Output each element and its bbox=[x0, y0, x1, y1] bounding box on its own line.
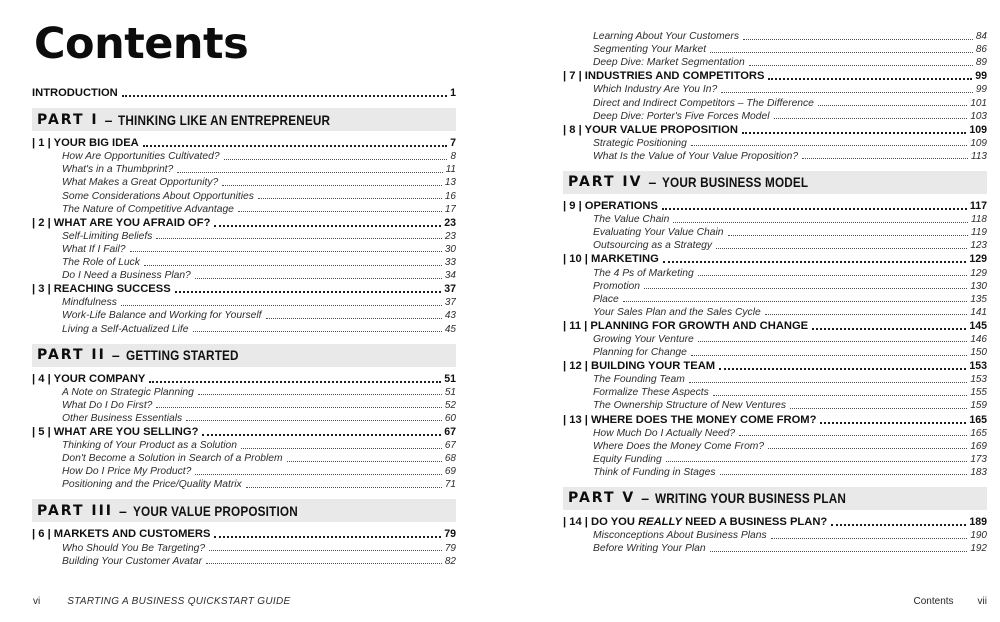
page-number: 8 bbox=[450, 151, 456, 163]
sub-entry bbox=[32, 308, 456, 321]
page-number: 99 bbox=[975, 84, 987, 96]
page-number: 16 bbox=[444, 190, 456, 202]
entry-title: Growing Your Venture bbox=[593, 333, 694, 345]
dot-leader bbox=[666, 461, 968, 462]
dot-leader bbox=[209, 550, 442, 551]
entry-title: Misconceptions About Business Plans bbox=[593, 530, 767, 542]
entry-title: Learning About Your Customers bbox=[593, 31, 739, 43]
entry-title: The Ownership Structure of New Ventures bbox=[593, 400, 787, 412]
page-number: 71 bbox=[444, 479, 456, 491]
page-number: 141 bbox=[970, 306, 987, 318]
sub-entry bbox=[32, 162, 456, 175]
dot-leader bbox=[214, 536, 441, 538]
dot-leader bbox=[719, 368, 966, 370]
sub-entry bbox=[563, 541, 987, 554]
chapter-entry bbox=[32, 527, 456, 540]
sub-entry bbox=[32, 188, 456, 201]
page-number: 130 bbox=[970, 280, 987, 292]
dot-leader bbox=[144, 265, 442, 266]
entry-title: Your Sales Plan and the Sales Cycle bbox=[593, 306, 761, 318]
entry-title: | 6 | MARKETS AND CUSTOMERS bbox=[32, 528, 211, 541]
entry-title: What If I Fail? bbox=[62, 243, 126, 255]
sub-entry bbox=[32, 295, 456, 308]
page-number: 13 bbox=[444, 177, 456, 189]
dot-leader bbox=[130, 251, 442, 252]
page-number: 159 bbox=[970, 400, 987, 412]
page-number: 165 bbox=[969, 413, 987, 426]
left-page-footer bbox=[33, 596, 290, 607]
dot-leader bbox=[177, 172, 442, 173]
page-number: 103 bbox=[970, 110, 987, 122]
sub-entry bbox=[32, 477, 456, 490]
page-number: 37 bbox=[444, 283, 456, 296]
entry-title: Direct and Indirect Competitors – The Difference bbox=[593, 97, 814, 109]
chapter-entry bbox=[563, 515, 987, 528]
page-number: 11 bbox=[445, 164, 456, 176]
page-number: 86 bbox=[975, 44, 987, 56]
sub-entry bbox=[32, 242, 456, 255]
page-number: 79 bbox=[444, 542, 456, 554]
part-heading bbox=[563, 487, 987, 510]
entry-title: Deep Dive: Porter's Five Forces Model bbox=[593, 110, 770, 122]
entry-title: How Much Do I Actually Need? bbox=[593, 427, 736, 439]
page-title: Contents bbox=[34, 19, 249, 69]
dot-leader bbox=[195, 474, 442, 475]
folio-right: vii bbox=[977, 596, 987, 607]
part-label: PART V bbox=[568, 490, 636, 507]
dot-leader bbox=[662, 208, 967, 210]
sub-entry bbox=[32, 385, 456, 398]
dot-leader bbox=[198, 394, 442, 395]
page-number: 67 bbox=[444, 425, 456, 438]
sub-entry bbox=[563, 398, 987, 411]
dot-leader bbox=[224, 159, 448, 160]
dot-leader bbox=[812, 328, 966, 330]
entry-title: Think of Funding in Stages bbox=[593, 466, 716, 478]
dot-leader bbox=[710, 52, 973, 53]
page-number: 192 bbox=[970, 543, 987, 555]
page-number: 99 bbox=[975, 70, 987, 83]
sub-entry bbox=[563, 305, 987, 318]
entry-title: | 14 | DO YOU REALLY NEED A BUSINESS PLAN? bbox=[563, 516, 828, 528]
chapter-entry bbox=[563, 319, 987, 332]
page-number: 89 bbox=[975, 57, 987, 69]
page-number: 145 bbox=[969, 319, 987, 332]
sub-entry bbox=[32, 411, 456, 424]
page-number: 119 bbox=[971, 227, 987, 239]
sub-entry bbox=[563, 528, 987, 541]
part-label: PART III bbox=[37, 502, 114, 519]
entry-title: Work-Life Balance and Working for Yourself bbox=[62, 310, 262, 322]
intro-entry bbox=[32, 86, 456, 99]
sub-entry bbox=[563, 225, 987, 238]
page-number: 23 bbox=[444, 216, 456, 229]
toc-right-column bbox=[563, 20, 987, 554]
page-number: 183 bbox=[970, 466, 987, 478]
dot-leader bbox=[156, 238, 441, 239]
entry-title: INTRODUCTION bbox=[32, 87, 118, 100]
dot-leader bbox=[689, 382, 968, 383]
dot-leader bbox=[193, 331, 442, 332]
dot-leader bbox=[206, 563, 442, 564]
dot-leader bbox=[222, 185, 442, 186]
dot-leader bbox=[186, 420, 442, 421]
dot-leader bbox=[742, 132, 966, 134]
page-number: 129 bbox=[969, 253, 987, 266]
part-separator: – bbox=[119, 502, 127, 519]
entry-title: | 12 | BUILDING YOUR TEAM bbox=[563, 360, 716, 373]
chapter-entry bbox=[563, 69, 987, 82]
entry-title: Promotion bbox=[593, 280, 640, 292]
entry-title: Mindfulness bbox=[62, 297, 117, 309]
page-number: 135 bbox=[970, 293, 987, 305]
entry-title: What's in a Thumbprint? bbox=[62, 164, 174, 176]
entry-title: Before Writing Your Plan bbox=[593, 543, 706, 555]
entry-title: Who Should You Be Targeting? bbox=[62, 542, 206, 554]
toc-left-column bbox=[32, 86, 456, 567]
dot-leader bbox=[238, 211, 442, 212]
chapter-entry bbox=[32, 216, 456, 229]
part-title: THINKING LIKE AN ENTREPRENEUR bbox=[118, 111, 331, 128]
dot-leader bbox=[831, 524, 966, 526]
left-page bbox=[32, 20, 456, 567]
sub-entry bbox=[32, 149, 456, 162]
chapter-entry bbox=[563, 123, 987, 136]
dot-leader bbox=[623, 301, 968, 302]
sub-entry bbox=[32, 255, 456, 268]
part-title: YOUR BUSINESS MODEL bbox=[662, 174, 809, 191]
page-number: 150 bbox=[970, 347, 987, 359]
dot-leader bbox=[721, 92, 973, 93]
dot-leader bbox=[790, 408, 967, 409]
entry-title: What Do I Do First? bbox=[62, 399, 153, 411]
entry-title: | 13 | WHERE DOES THE MONEY COME FROM? bbox=[563, 413, 817, 426]
page-number: 82 bbox=[444, 555, 456, 567]
page-number: 146 bbox=[970, 333, 987, 345]
dot-leader bbox=[802, 158, 968, 159]
page-number: 7 bbox=[450, 137, 456, 150]
entry-title: Strategic Positioning bbox=[593, 137, 687, 149]
dot-leader bbox=[241, 448, 442, 449]
entry-title: The 4 Ps of Marketing bbox=[593, 267, 694, 279]
sub-entry bbox=[563, 95, 987, 108]
dot-leader bbox=[143, 145, 447, 147]
chapter-entry bbox=[32, 425, 456, 438]
page-number: 34 bbox=[444, 270, 456, 282]
entry-title: Do I Need a Business Plan? bbox=[62, 270, 191, 282]
page-number: 109 bbox=[970, 137, 987, 149]
sub-entry bbox=[563, 372, 987, 385]
dot-leader bbox=[710, 551, 968, 552]
entry-title: | 5 | WHAT ARE YOU SELLING? bbox=[32, 425, 199, 438]
page-number: 67 bbox=[444, 440, 456, 452]
entry-title: | 11 | PLANNING FOR GROWTH AND CHANGE bbox=[563, 319, 809, 332]
sub-entry bbox=[32, 438, 456, 451]
sub-entry bbox=[32, 464, 456, 477]
entry-title: Thinking of Your Product as a Solution bbox=[62, 440, 237, 452]
page-number: 173 bbox=[970, 453, 987, 465]
sub-entry bbox=[32, 229, 456, 242]
page-number: 169 bbox=[970, 440, 987, 452]
dot-leader bbox=[673, 222, 968, 223]
entry-title: Segmenting Your Market bbox=[593, 44, 707, 56]
entry-title: The Value Chain bbox=[593, 214, 670, 226]
dot-leader bbox=[156, 407, 441, 408]
chapter-entry bbox=[563, 199, 987, 212]
chapter-entry bbox=[32, 372, 456, 385]
page-number: 51 bbox=[444, 372, 456, 385]
dot-leader bbox=[121, 305, 442, 306]
dot-leader bbox=[175, 291, 442, 293]
dot-leader bbox=[195, 278, 442, 279]
entry-title: | 3 | REACHING SUCCESS bbox=[32, 283, 171, 296]
sub-entry bbox=[563, 238, 987, 251]
entry-title: Other Business Essentials bbox=[62, 412, 183, 424]
entry-title: | 1 | YOUR BIG IDEA bbox=[32, 137, 139, 150]
dot-leader bbox=[258, 198, 442, 199]
sub-entry bbox=[563, 426, 987, 439]
sub-entry bbox=[563, 439, 987, 452]
page-number: 165 bbox=[970, 427, 987, 439]
entry-title: What Makes a Great Opportunity? bbox=[62, 177, 219, 189]
entry-title: Self-Limiting Beliefs bbox=[62, 230, 153, 242]
entry-title: What Is the Value of Your Value Proposition? bbox=[593, 150, 799, 162]
part-heading bbox=[32, 108, 456, 131]
sub-entry bbox=[563, 82, 987, 95]
entry-title: Planning for Change bbox=[593, 347, 687, 359]
dot-leader bbox=[698, 275, 968, 276]
sub-entry bbox=[32, 554, 456, 567]
entry-title: Deep Dive: Market Segmentation bbox=[593, 57, 745, 69]
page-number: 45 bbox=[444, 323, 456, 335]
sub-entry bbox=[563, 465, 987, 478]
page-number: 117 bbox=[969, 200, 987, 213]
dot-leader bbox=[818, 105, 967, 106]
dot-leader bbox=[122, 95, 447, 97]
sub-entry bbox=[32, 321, 456, 334]
entry-title: Positioning and the Price/Quality Matrix bbox=[62, 479, 242, 491]
right-page bbox=[563, 20, 987, 554]
sub-entry bbox=[563, 55, 987, 68]
dot-leader bbox=[768, 448, 967, 449]
page-number: 153 bbox=[970, 374, 987, 386]
chapter-entry bbox=[32, 282, 456, 295]
entry-title: | 9 | OPERATIONS bbox=[563, 200, 658, 213]
page-number: 129 bbox=[970, 267, 987, 279]
sub-entry bbox=[563, 345, 987, 358]
page-number: 109 bbox=[969, 123, 987, 136]
sub-entry bbox=[563, 452, 987, 465]
page-number: 30 bbox=[444, 243, 456, 255]
sub-entry bbox=[563, 212, 987, 225]
entry-title: | 2 | WHAT ARE YOU AFRAID OF? bbox=[32, 216, 211, 229]
part-heading bbox=[563, 171, 987, 194]
page-number: 153 bbox=[969, 360, 987, 373]
sub-entry bbox=[563, 109, 987, 122]
sub-entry bbox=[32, 451, 456, 464]
dot-leader bbox=[728, 235, 969, 236]
entry-title: The Nature of Competitive Advantage bbox=[62, 203, 234, 215]
page-number: 1 bbox=[450, 87, 456, 100]
dot-leader bbox=[768, 78, 972, 80]
entry-title: | 10 | MARKETING bbox=[563, 253, 659, 266]
page-number: 155 bbox=[970, 387, 987, 399]
entry-title: Don't Become a Solution in Search of a Problem bbox=[62, 453, 283, 465]
part-title: YOUR VALUE PROPOSITION bbox=[132, 502, 298, 519]
dot-leader bbox=[743, 39, 973, 40]
entry-title: Evaluating Your Value Chain bbox=[593, 227, 724, 239]
chapter-entry bbox=[32, 136, 456, 149]
entry-title: Formalize These Aspects bbox=[593, 387, 709, 399]
dot-leader bbox=[698, 341, 968, 342]
page-number: 123 bbox=[970, 240, 987, 252]
entry-title: How Are Opportunities Cultivated? bbox=[62, 151, 220, 163]
sub-entry bbox=[32, 540, 456, 553]
dot-leader bbox=[765, 314, 968, 315]
chapter-entry bbox=[563, 359, 987, 372]
dot-leader bbox=[749, 65, 973, 66]
entry-title: The Role of Luck bbox=[62, 257, 140, 269]
part-title: WRITING YOUR BUSINESS PLAN bbox=[655, 490, 847, 507]
part-heading bbox=[32, 499, 456, 522]
sub-entry bbox=[32, 202, 456, 215]
entry-title: Some Considerations About Opportunities bbox=[62, 190, 254, 202]
sub-entry bbox=[563, 29, 987, 42]
page-number: 84 bbox=[975, 31, 987, 43]
entry-title: A Note on Strategic Planning bbox=[62, 386, 194, 398]
page-number: 190 bbox=[970, 530, 987, 542]
folio-left: vi bbox=[33, 596, 41, 607]
sub-entry bbox=[563, 279, 987, 292]
dot-leader bbox=[713, 395, 968, 396]
entry-title: | 7 | INDUSTRIES AND COMPETITORS bbox=[563, 70, 765, 83]
entry-title: Outsourcing as a Strategy bbox=[593, 240, 713, 252]
page-number: 68 bbox=[444, 453, 456, 465]
part-heading bbox=[32, 344, 456, 367]
dot-leader bbox=[691, 145, 967, 146]
page-number: 17 bbox=[444, 203, 456, 215]
dot-leader bbox=[266, 318, 442, 319]
part-separator: – bbox=[111, 347, 120, 363]
dot-leader bbox=[663, 261, 967, 263]
sub-entry bbox=[32, 268, 456, 281]
dot-leader bbox=[149, 381, 441, 383]
part-label: PART I bbox=[37, 111, 99, 128]
sub-entry bbox=[563, 292, 987, 305]
running-title: STARTING A BUSINESS QUICKSTART GUIDE bbox=[67, 596, 291, 607]
dot-leader bbox=[644, 288, 967, 289]
sub-entry bbox=[563, 136, 987, 149]
page-number: 101 bbox=[970, 97, 987, 109]
dot-leader bbox=[716, 248, 967, 249]
dot-leader bbox=[287, 461, 442, 462]
dot-leader bbox=[720, 474, 968, 475]
dot-leader bbox=[202, 434, 441, 436]
dot-leader bbox=[771, 538, 968, 539]
page-number: 69 bbox=[444, 466, 456, 478]
right-page-footer bbox=[914, 596, 987, 607]
sub-entry bbox=[32, 398, 456, 411]
entry-title: Building Your Customer Avatar bbox=[62, 555, 203, 567]
part-separator: – bbox=[641, 490, 650, 507]
dot-leader bbox=[246, 487, 442, 488]
dot-leader bbox=[774, 118, 968, 119]
page-number: 23 bbox=[444, 230, 456, 242]
entry-title: The Founding Team bbox=[593, 374, 685, 386]
page-number: 113 bbox=[971, 150, 987, 162]
entry-title: Living a Self-Actualized Life bbox=[62, 323, 189, 335]
entry-title: Equity Funding bbox=[593, 453, 662, 465]
entry-title: Where Does the Money Come From? bbox=[593, 440, 765, 452]
sub-entry bbox=[563, 42, 987, 55]
page-number: 43 bbox=[444, 310, 456, 322]
part-title: GETTING STARTED bbox=[125, 347, 239, 363]
dot-leader bbox=[214, 225, 441, 227]
chapter-entry bbox=[563, 252, 987, 265]
dot-leader bbox=[820, 422, 966, 424]
sub-entry bbox=[563, 265, 987, 278]
page-number: 189 bbox=[969, 516, 987, 528]
sub-entry bbox=[563, 332, 987, 345]
dot-leader bbox=[691, 355, 967, 356]
entry-title: | 8 | YOUR VALUE PROPOSITION bbox=[563, 123, 738, 136]
dot-leader bbox=[739, 435, 967, 436]
sub-entry bbox=[32, 175, 456, 188]
sub-entry bbox=[563, 149, 987, 162]
part-label: PART IV bbox=[568, 174, 643, 191]
page-number: 60 bbox=[444, 412, 456, 424]
page-number: 51 bbox=[444, 386, 456, 398]
running-title-right: Contents bbox=[913, 596, 954, 607]
sub-entry bbox=[563, 385, 987, 398]
page-number: 79 bbox=[444, 528, 456, 541]
page-number: 52 bbox=[444, 399, 456, 411]
part-separator: – bbox=[104, 111, 113, 128]
chapter-entry bbox=[563, 412, 987, 425]
page-number: 33 bbox=[444, 257, 456, 269]
entry-title: Place bbox=[593, 293, 619, 305]
entry-title: Which Industry Are You In? bbox=[593, 84, 718, 96]
entry-title: How Do I Price My Product? bbox=[62, 466, 192, 478]
entry-title: | 4 | YOUR COMPANY bbox=[32, 372, 146, 385]
part-separator: – bbox=[648, 174, 657, 191]
part-label: PART II bbox=[37, 347, 106, 363]
page-number: 37 bbox=[444, 297, 456, 309]
page-number: 118 bbox=[971, 214, 987, 226]
